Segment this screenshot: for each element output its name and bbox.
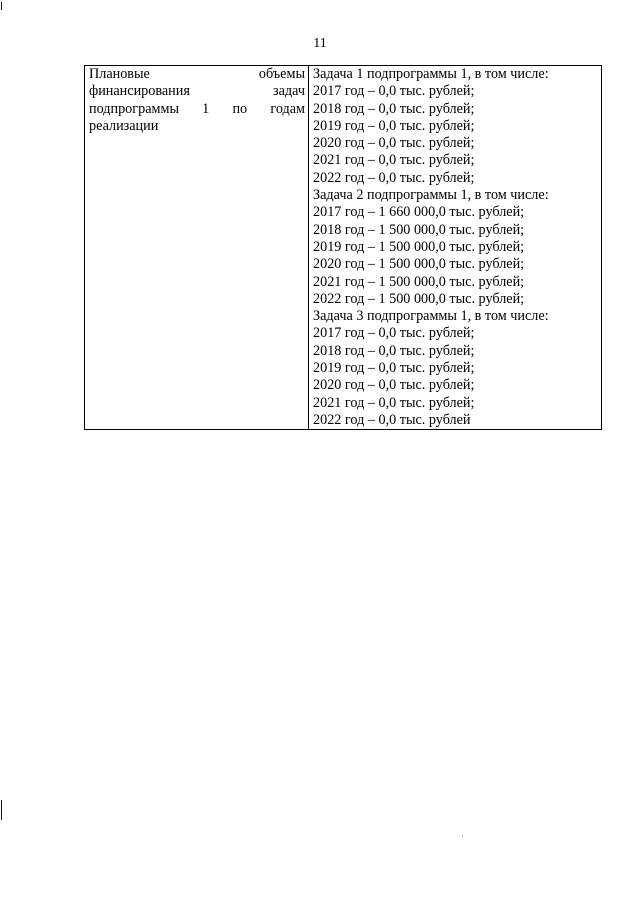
funding-line: 2020 год – 0,0 тыс. рублей;: [313, 135, 475, 152]
funding-line: 2019 год – 0,0 тыс. рублей;: [313, 117, 475, 134]
funding-line: 2021 год – 1 500 000,0 тыс. рублей;: [313, 273, 525, 290]
funding-line: 2021 год – 0,0 тыс. рублей;: [313, 152, 475, 169]
funding-line: 2018 год – 0,0 тыс. рублей;: [313, 342, 475, 359]
funding-line: 2020 год – 1 500 000,0 тыс. рублей;: [313, 256, 525, 273]
financing-table: [84, 65, 602, 430]
row-value-cell: [309, 66, 602, 430]
funding-line: 2018 год – 0,0 тыс. рублей;: [313, 100, 475, 117]
funding-line: 2018 год – 1 500 000,0 тыс. рублей;: [313, 221, 525, 238]
funding-line: Задача 3 подпрограммы 1, в том числе:: [313, 308, 549, 325]
row-label-line: подпрограммы 1 по годам: [89, 100, 305, 117]
row-label-line: финансирования задач: [89, 83, 305, 100]
scan-edge-mark-top: [1, 2, 2, 10]
page-number: 11: [313, 36, 327, 51]
scan-speck: [462, 836, 463, 837]
funding-line: 2017 год – 1 660 000,0 тыс. рублей;: [313, 204, 525, 221]
funding-line: 2017 год – 0,0 тыс. рублей;: [313, 325, 475, 342]
funding-line: Задача 2 подпрограммы 1, в том числе:: [313, 187, 549, 204]
funding-line: 2017 год – 0,0 тыс. рублей;: [313, 83, 475, 100]
funding-line: 2019 год – 1 500 000,0 тыс. рублей;: [313, 238, 525, 255]
funding-line: 2022 год – 0,0 тыс. рублей: [313, 411, 471, 428]
row-label-cell: [85, 66, 309, 430]
funding-line: 2022 год – 0,0 тыс. рублей;: [313, 169, 475, 186]
funding-line: Задача 1 подпрограммы 1, в том числе:: [313, 66, 549, 82]
funding-line: 2020 год – 0,0 тыс. рублей;: [313, 377, 475, 394]
funding-lines: [313, 66, 598, 429]
row-label-line: Плановые объемы: [89, 66, 305, 82]
row-label-line: реализации: [89, 117, 159, 134]
funding-line: 2019 год – 0,0 тыс. рублей;: [313, 360, 475, 377]
funding-line: 2021 год – 0,0 тыс. рублей;: [313, 394, 475, 411]
scan-edge-mark-bottom: [1, 800, 2, 820]
funding-line: 2022 год – 1 500 000,0 тыс. рублей;: [313, 290, 525, 307]
table-row: [85, 66, 602, 430]
row-label: [89, 66, 305, 135]
